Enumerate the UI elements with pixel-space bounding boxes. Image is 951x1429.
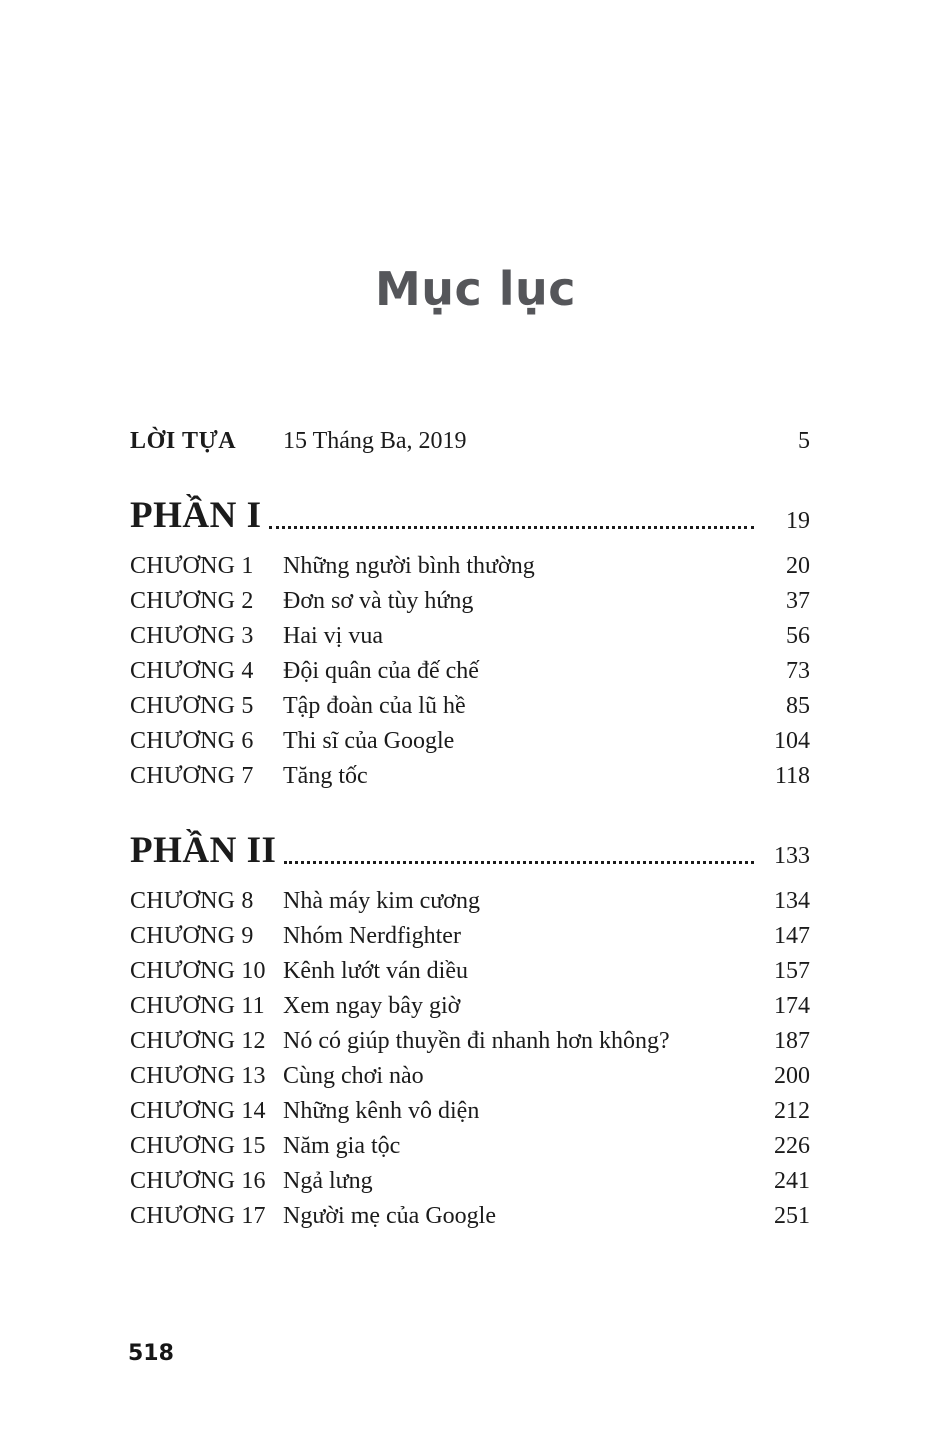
chapter-title: Cùng chơi nào (283, 1063, 424, 1089)
chapter-page-number: 251 (774, 1203, 810, 1229)
chapter-title: Thi sĩ của Google (283, 728, 455, 754)
chapter-label: CHƯƠNG 3 (130, 623, 254, 649)
part-label: PHẦN II (130, 830, 277, 871)
chapter-label: CHƯƠNG 11 (130, 993, 265, 1019)
chapter-label: CHƯƠNG 5 (130, 693, 254, 719)
chapter-title: Những người bình thường (283, 553, 535, 579)
chapter-title: Ngả lưng (283, 1168, 373, 1194)
chapter-label: CHƯƠNG 8 (130, 888, 254, 914)
toc-chapter-row (130, 549, 810, 584)
chapter-title: Đội quân của đế chế (283, 658, 479, 684)
toc-chapter-row (130, 619, 810, 654)
toc-chapter-row (130, 954, 810, 989)
toc-chapter-row (130, 724, 810, 759)
chapter-page-number: 157 (774, 958, 810, 984)
chapter-page-number: 37 (786, 588, 810, 614)
toc-chapter-row (130, 1129, 810, 1164)
chapter-title: Tăng tốc (283, 763, 368, 789)
part-label: PHẦN I (130, 495, 262, 536)
toc-chapter-row (130, 654, 810, 689)
chapter-title: Hai vị vua (283, 623, 383, 649)
folio-page-number: 518 (128, 1341, 174, 1366)
chapter-title: Đơn sơ và tùy hứng (283, 588, 474, 614)
dotted-leader (284, 861, 754, 864)
chapter-page-number: 56 (786, 623, 810, 649)
chapter-label: CHƯƠNG 17 (130, 1203, 266, 1229)
toc-chapter-row (130, 884, 810, 919)
chapter-title: Người mẹ của Google (283, 1203, 496, 1229)
toc-chapter-row (130, 1199, 810, 1234)
page-title: Mục lục (374, 262, 577, 316)
chapter-page-number: 174 (774, 993, 810, 1019)
toc-part-heading (130, 490, 810, 534)
chapter-page-number: 85 (786, 693, 810, 719)
preface-page-number: 5 (798, 428, 810, 454)
chapter-page-number: 147 (774, 923, 810, 949)
chapter-label: CHƯƠNG 6 (130, 728, 254, 754)
preface-title: 15 Tháng Ba, 2019 (283, 428, 467, 454)
chapter-label: CHƯƠNG 9 (130, 923, 254, 949)
toc-chapter-row (130, 989, 810, 1024)
toc-chapter-list (130, 549, 810, 794)
part-page-number: 133 (774, 842, 810, 869)
chapter-label: CHƯƠNG 12 (130, 1028, 266, 1054)
toc-preface-row (130, 424, 810, 459)
chapter-label: CHƯƠNG 1 (130, 553, 254, 579)
chapter-title: Kênh lướt ván diều (283, 958, 468, 984)
toc-chapter-row (130, 689, 810, 724)
chapter-label: CHƯƠNG 14 (130, 1098, 266, 1124)
chapter-label: CHƯƠNG 7 (130, 763, 254, 789)
toc-chapter-row (130, 1094, 810, 1129)
table-of-contents (130, 424, 810, 1234)
preface-label: LỜI TỰA (130, 428, 237, 454)
chapter-page-number: 241 (774, 1168, 810, 1194)
toc-part-section (130, 490, 810, 794)
chapter-page-number: 226 (774, 1133, 810, 1159)
toc-part-heading (130, 825, 810, 869)
dotted-leader (269, 526, 754, 529)
toc-parts (130, 490, 810, 1234)
chapter-title: Tập đoàn của lũ hề (283, 693, 466, 719)
chapter-page-number: 134 (774, 888, 810, 914)
chapter-label: CHƯƠNG 16 (130, 1168, 266, 1194)
toc-chapter-row (130, 919, 810, 954)
chapter-title: Nhà máy kim cương (283, 888, 480, 914)
toc-part-section (130, 825, 810, 1234)
chapter-label: CHƯƠNG 4 (130, 658, 254, 684)
toc-chapter-row (130, 1024, 810, 1059)
chapter-label: CHƯƠNG 13 (130, 1063, 266, 1089)
chapter-title: Những kênh vô diện (283, 1098, 480, 1124)
chapter-page-number: 200 (774, 1063, 810, 1089)
toc-chapter-list (130, 884, 810, 1234)
chapter-title: Nó có giúp thuyền đi nhanh hơn không? (283, 1028, 670, 1054)
chapter-page-number: 187 (774, 1028, 810, 1054)
chapter-label: CHƯƠNG 2 (130, 588, 254, 614)
chapter-label: CHƯƠNG 15 (130, 1133, 266, 1159)
part-page-number: 19 (786, 507, 810, 534)
chapter-page-number: 20 (786, 553, 810, 579)
chapter-title: Nhóm Nerdfighter (283, 923, 461, 949)
chapter-title: Xem ngay bây giờ (283, 993, 461, 1019)
toc-chapter-row (130, 1059, 810, 1094)
toc-chapter-row (130, 1164, 810, 1199)
toc-chapter-row (130, 759, 810, 794)
chapter-page-number: 212 (774, 1098, 810, 1124)
chapter-page-number: 118 (774, 763, 810, 789)
chapter-label: CHƯƠNG 10 (130, 958, 266, 984)
chapter-page-number: 104 (774, 728, 810, 754)
toc-chapter-row (130, 584, 810, 619)
chapter-page-number: 73 (786, 658, 810, 684)
chapter-title: Năm gia tộc (283, 1133, 401, 1159)
